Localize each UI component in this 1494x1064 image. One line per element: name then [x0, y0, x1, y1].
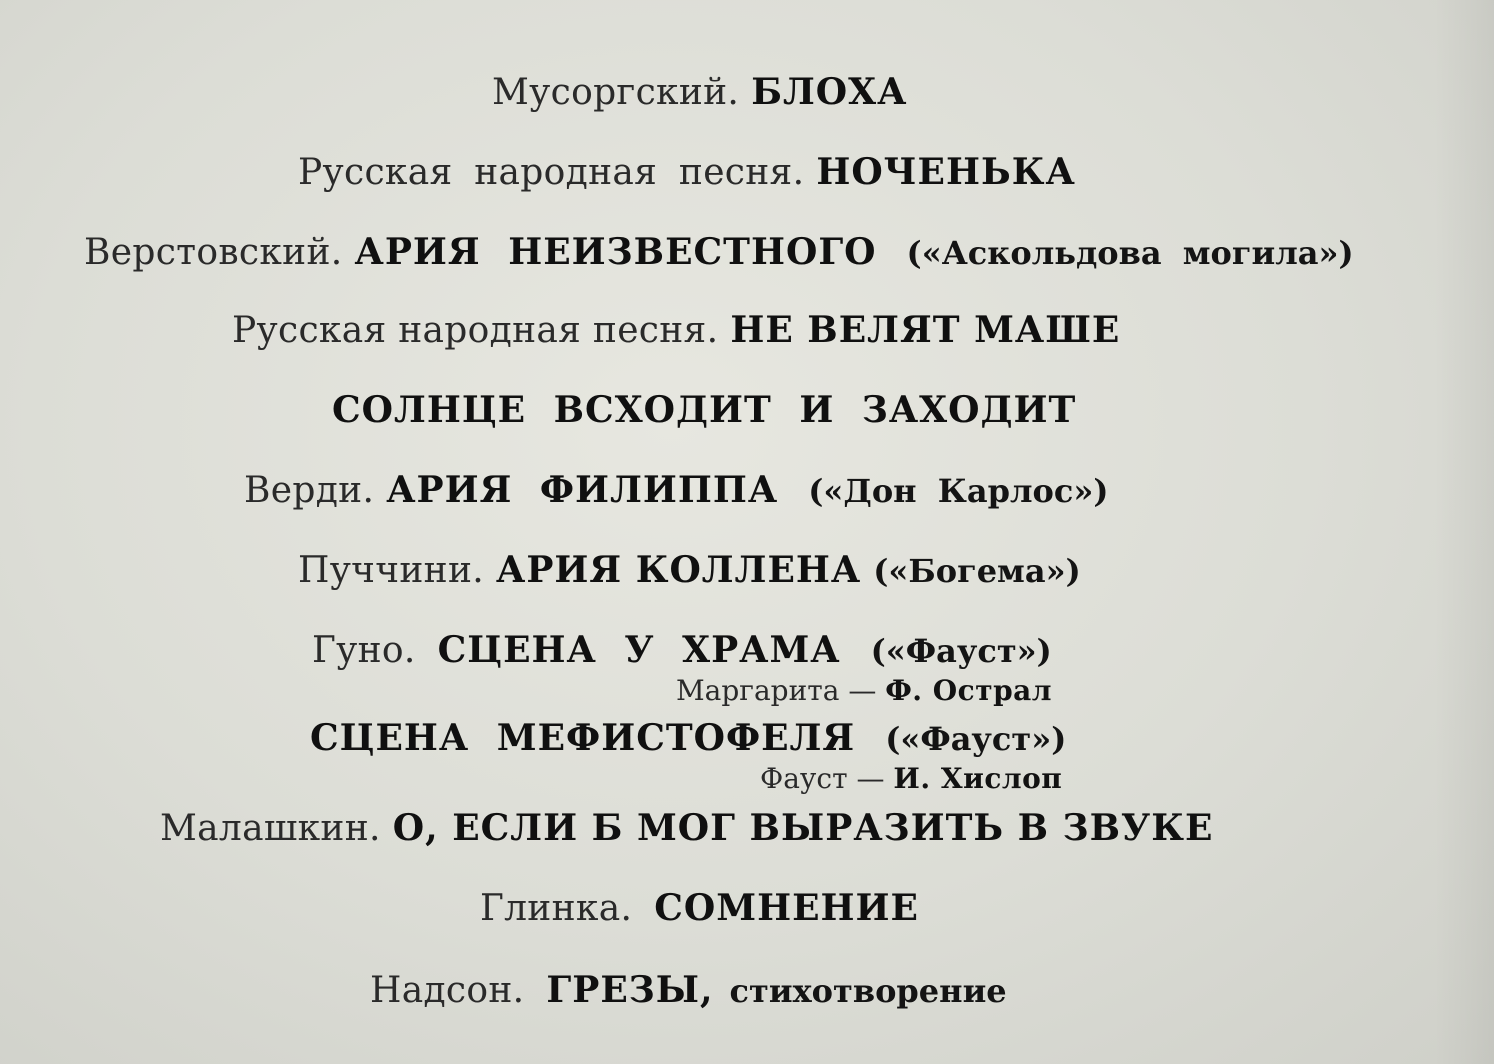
track-1-title: БЛОХА	[751, 71, 908, 113]
track-4-composer: Русская народная песня.	[232, 310, 719, 351]
track-6	[244, 468, 1108, 513]
track-4	[232, 308, 1120, 353]
track-7-title: АРИЯ КОЛЛЕНА	[496, 549, 862, 591]
track-2-composer: Русская народная песня.	[298, 152, 805, 193]
track-8-composer: Гуно.	[312, 630, 416, 671]
track-6-composer: Верди.	[244, 470, 375, 511]
track-11	[480, 886, 919, 931]
track-4-title: НЕ ВЕЛЯТ МАШЕ	[730, 309, 1121, 351]
track-8-credit	[676, 674, 1052, 708]
track-9-source: («Фауст»)	[885, 720, 1067, 758]
track-10	[160, 806, 1213, 851]
track-12	[370, 968, 1007, 1013]
track-5-title: СОЛНЦЕ ВСХОДИТ И ЗАХОДИТ	[332, 389, 1077, 431]
track-1	[492, 70, 907, 115]
track-1-composer: Мусоргский.	[492, 72, 740, 113]
track-7-composer: Пуччини.	[298, 550, 485, 591]
track-12-title: ГРЕЗЫ,	[546, 969, 714, 1011]
track-3	[84, 230, 1354, 275]
track-8-credit-name: Ф. Острал	[885, 674, 1053, 707]
track-9	[310, 716, 1066, 761]
track-2-title: НОЧЕНЬКА	[816, 151, 1076, 193]
track-6-title: АРИЯ ФИЛИППА	[386, 469, 779, 511]
track-8	[312, 628, 1052, 673]
track-2	[298, 150, 1076, 195]
track-8-credit-role: Маргарита —	[676, 674, 877, 707]
track-9-credit-name: И. Хислоп	[893, 762, 1063, 795]
track-10-composer: Малашкин.	[160, 808, 381, 849]
track-7-source: («Богема»)	[873, 552, 1081, 590]
page-edge-shadow	[1434, 0, 1494, 1064]
track-3-source: («Аскольдова могила»)	[906, 234, 1354, 272]
track-12-source: стихотворение	[729, 972, 1007, 1010]
track-5	[332, 388, 1076, 433]
track-11-composer: Глинка.	[480, 888, 633, 929]
track-10-title: О, ЕСЛИ Б МОГ ВЫРАЗИТЬ В ЗВУКЕ	[392, 807, 1214, 849]
track-3-composer: Верстовский.	[84, 232, 343, 273]
track-9-credit	[760, 762, 1062, 796]
track-8-title: СЦЕНА У ХРАМА	[437, 629, 841, 671]
track-8-source: («Фауст»)	[870, 632, 1052, 670]
track-3-title: АРИЯ НЕИЗВЕСТНОГО	[354, 231, 877, 273]
track-12-composer: Надсон.	[370, 970, 525, 1011]
track-9-credit-role: Фауст —	[760, 762, 885, 795]
track-11-title: СОМНЕНИЕ	[654, 887, 919, 929]
track-6-source: («Дон Карлос»)	[808, 472, 1109, 510]
track-9-title: СЦЕНА МЕФИСТОФЕЛЯ	[310, 717, 856, 759]
track-7	[298, 548, 1081, 593]
